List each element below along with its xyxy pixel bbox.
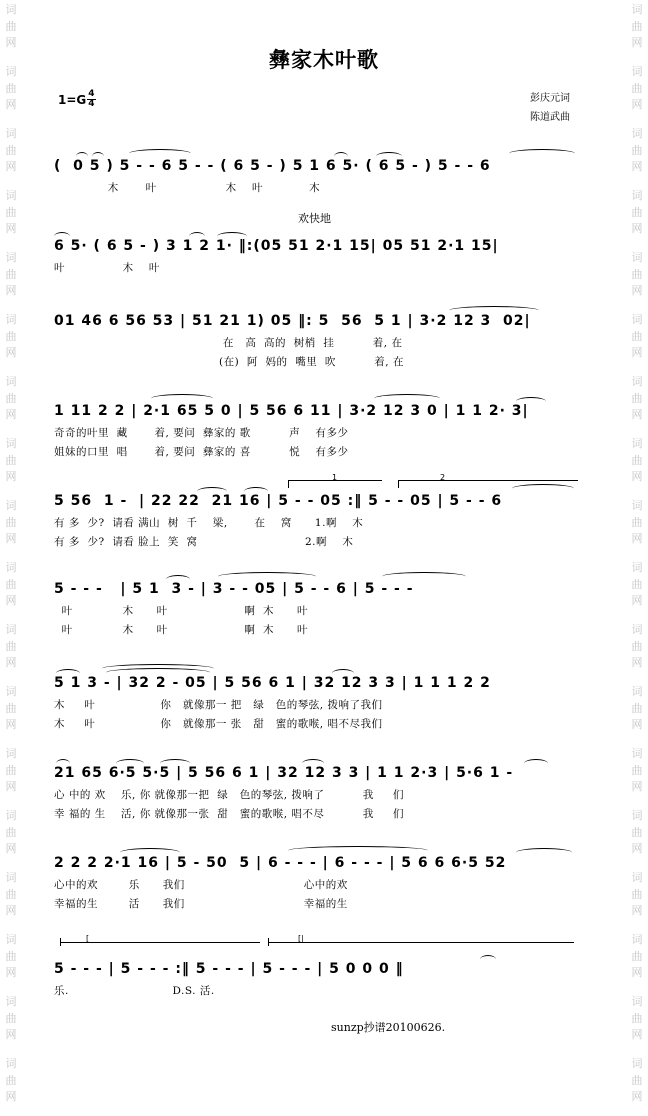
lyrics-verse-2: 有 多 少? 请看 脸上 笑 窝 2.啊 木: [54, 536, 354, 548]
lyricist-credit: 彭庆元词: [530, 93, 570, 104]
watermark-text: 词 曲 网: [5, 437, 17, 483]
notation-line: 5 - - - | 5 - - - :‖ 5 - - - | 5 - - - | 5 0 0 0 ‖: [54, 961, 404, 977]
watermark-text: 词 曲 网: [5, 623, 17, 669]
volta-tick: [398, 480, 399, 488]
watermark-text: 词 曲 网: [631, 499, 643, 545]
song-title: 彝家木叶歌: [269, 47, 379, 72]
lyrics-verse-1: 木 叶 你 就像那一 把 绿 色的琴弦, 拨响了我们: [54, 699, 383, 711]
watermark-text: 词 曲 网: [5, 65, 17, 111]
notation-line: ( 0 5 ) 5 - - 6 5 - - ( 6 5 - ) 5 1 6 5· ( 6 5 - ) 5 - - 6: [54, 158, 491, 174]
watermark-text: 词 曲 网: [631, 871, 643, 917]
watermark-left: [2, 0, 20, 1103]
slur: [151, 394, 213, 403]
coda-label-1: [: [86, 934, 90, 943]
watermark-text: 词 曲 网: [631, 1057, 643, 1103]
lyrics-verse-1: 奇奇的叶里 藏 着, 要问 彝家的 歌 声 有多少: [54, 427, 349, 439]
watermark-text: 词 曲 网: [631, 375, 643, 421]
notation-line: 2 2 2 2·1 16 | 5 - 50 5 | 6 - - - | 6 - - - | 5 6 6 6·5 52: [54, 855, 507, 871]
lyrics-verse-2: 木 叶 你 就像那一 张 甜 蜜的歌喉, 唱不尽我们: [54, 718, 383, 730]
coda-tick: [268, 938, 269, 946]
watermark-text: 词 曲 网: [5, 127, 17, 173]
notation-line: 5 - - - | 5 1 3 - | 3 - - 05 | 5 - - 6 | 5 - - -: [54, 581, 414, 597]
watermark-text: 词 曲 网: [631, 747, 643, 793]
tie: [288, 846, 428, 855]
notation-line: 6 5· ( 6 5 - ) 3 1 2 1· ‖:(05 51 2·1 15| 05 51 2·1 15|: [54, 238, 499, 254]
watermark-text: 词 曲 网: [631, 623, 643, 669]
notation-line: 21 65 6·5 5·5 | 5 56 6 1 | 32 12 3 3 | 1 1 2·3 | 5·6 1 -: [54, 765, 514, 781]
slur: [524, 759, 548, 768]
lyrics-verse-2: 姐妹的口里 唱 着, 要问 彝家的 喜 悦 有多少: [54, 446, 349, 458]
watermark-text: 词 曲 网: [631, 127, 643, 173]
transcriber-signature: sunzp抄谱20100626.: [331, 1021, 446, 1034]
watermark-text: 词 曲 网: [5, 1057, 17, 1103]
watermark-text: 词 曲 网: [631, 313, 643, 359]
lyrics-verse-2: 幸 福的 生 活, 你 就像那一张 甜 蜜的歌喉, 唱不尽 我 们: [54, 808, 404, 820]
composer-credit: 陈道武曲: [530, 112, 570, 123]
watermark-text: 词 曲 网: [5, 685, 17, 731]
watermark-text: 词 曲 网: [631, 251, 643, 297]
watermark-text: 词 曲 网: [5, 871, 17, 917]
notation-line: 01 46 6 56 53 | 51 21 1) 05 ‖: 5 56 5 1 | 3·2 12 3 02|: [54, 313, 531, 329]
tie: [509, 149, 575, 158]
watermark-text: 词 曲 网: [5, 375, 17, 421]
key-label: 1=G: [58, 92, 87, 107]
watermark-text: 词 曲 网: [631, 933, 643, 979]
watermark-text: 词 曲 网: [631, 809, 643, 855]
volta-label-1: 1: [332, 473, 338, 482]
tie: [512, 484, 574, 493]
lyrics-verse-1: 叶 木 叶 啊 木 叶: [54, 605, 309, 617]
watermark-text: 词 曲 网: [5, 561, 17, 607]
lyrics-verse-1: 有 多 少? 请看 满山 树 千 梁, 在 窝 1.啊 木: [54, 517, 364, 529]
key-signature: [58, 90, 96, 109]
lyrics-verse-1: 心中的欢 乐 我们 心中的欢: [54, 879, 348, 891]
time-signature: [87, 90, 95, 109]
time-top: 4: [88, 89, 95, 99]
watermark-text: 词 曲 网: [631, 561, 643, 607]
watermark-text: 词 曲 网: [5, 499, 17, 545]
volta-label-2: 2: [440, 473, 446, 482]
volta-tick: [288, 480, 289, 488]
watermark-text: 词 曲 网: [5, 809, 17, 855]
lyrics-verse-1: 乐. D.S. 活.: [54, 985, 215, 997]
lyrics-verse-1: 叶 木 叶: [54, 262, 160, 274]
slur: [516, 848, 572, 857]
watermark-text: 词 曲 网: [5, 3, 17, 49]
watermark-text: 词 曲 网: [631, 685, 643, 731]
lyrics-verse-2: 叶 木 叶 啊 木 叶: [54, 624, 309, 636]
lyrics-verse-1: 木 叶 木 叶 木: [54, 182, 321, 194]
coda-bracket-1: [60, 942, 260, 943]
tie: [218, 572, 316, 581]
slur: [374, 394, 440, 403]
watermark-text: 词 曲 网: [631, 189, 643, 235]
coda-tick: [60, 938, 61, 946]
tie: [382, 572, 466, 581]
lyrics-verse-2: 幸福的生 活 我们 幸福的生: [54, 898, 348, 910]
watermark-text: 词 曲 网: [631, 65, 643, 111]
watermark-text: 词 曲 网: [5, 251, 17, 297]
watermark-text: 词 曲 网: [631, 3, 643, 49]
volta-bracket-2: [398, 480, 578, 481]
watermark-text: 词 曲 网: [631, 995, 643, 1041]
watermark-text: 词 曲 网: [5, 747, 17, 793]
watermark-text: 词 曲 网: [5, 313, 17, 359]
tie: [129, 149, 191, 158]
notation-line: 1 11 2 2 | 2·1 65 5 0 | 5 56 6 11 | 3·2 12 3 0 | 1 1 2· 3|: [54, 403, 529, 419]
notation-line: 5 1 3 - | 32 2 - 05 | 5 56 6 1 | 32 12 3 3 | 1 1 1 2 2: [54, 675, 491, 691]
tempo-marking: 欢快地: [298, 212, 331, 225]
slur: [480, 955, 496, 964]
watermark-text: 词 曲 网: [631, 437, 643, 483]
watermark-text: 词 曲 网: [5, 995, 17, 1041]
watermark-text: 词 曲 网: [5, 189, 17, 235]
lyrics-verse-2: (在) 阿 妈的 嘴里 吹 着, 在: [54, 356, 404, 368]
lyrics-verse-1: 心 中的 欢 乐, 你 就像那一把 绿 色的琴弦, 拨响了 我 们: [54, 789, 404, 801]
coda-label-2: [|: [298, 934, 304, 943]
lyrics-verse-1: 在 高 高的 树梢 挂 着, 在: [54, 337, 403, 349]
watermark-right: [628, 0, 646, 1103]
watermark-text: 词 曲 网: [5, 933, 17, 979]
coda-bracket-2: [268, 942, 574, 943]
time-bottom: 4: [88, 99, 95, 109]
notation-line: 5 56 1 - | 22 22 21 16 | 5 - - 05 :‖ 5 - - 05 | 5 - - 6: [54, 493, 503, 509]
